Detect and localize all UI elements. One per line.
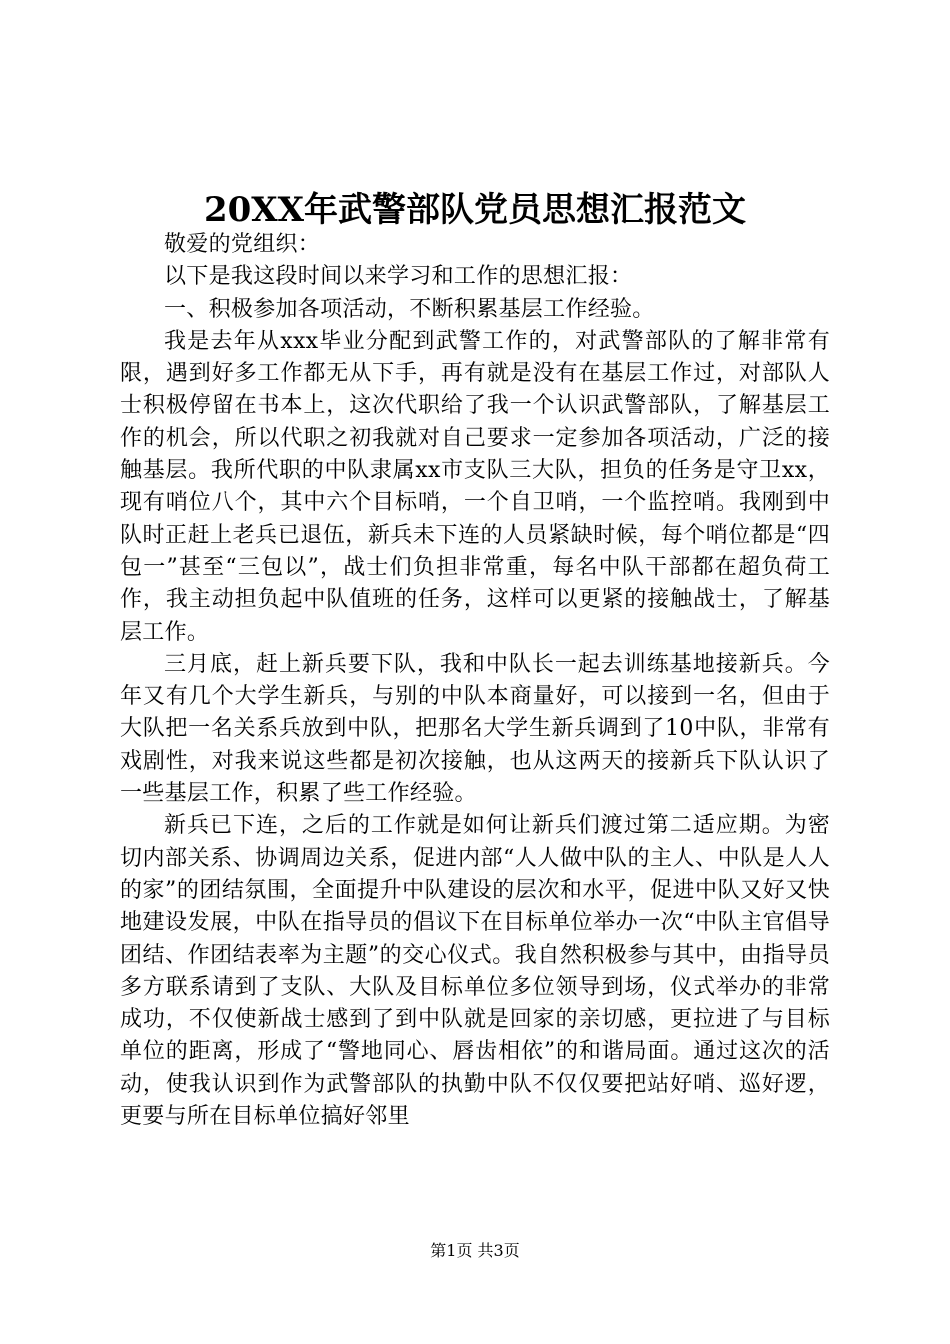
intro-paragraph: 以下是我这段时间以来学习和工作的思想汇报： [164,264,633,290]
body-paragraph-1: 我是去年从xxx毕业分配到武警工作的，对武警部队的了解非常有限，遇到好多工作都无从下手，再有就是没有在基层工作过，对部队人士积极停留在书本上，这次代职给了我一个认识武警部队，了解基层工作的机会，所以代职之初我就对自己要求一定参加各项活动，广泛的接触基层。我所代职的中队隶属xx市支队三大队，担负的任务是守卫xx，现有哨位八个，其中六个目标哨，一个自卫哨，一个监控哨。我刚到中队时正赶上老兵已退伍，新兵未下连的人员紧缺时候，每个哨位都是“四包一”甚至“三包以”，战士们负担非常重，每名中队干部都在超负荷工作，我主动担负起中队值班的任务，这样可以更紧的接触战士，了解基层工作。 [120,328,830,645]
body-paragraph-3: 新兵已下连，之后的工作就是如何让新兵们渡过第二适应期。为密切内部关系、协调周边关系，促进内部“人人做中队的主人、中队是人人的家”的团结氛围，全面提升中队建设的层次和水平，促进中队又好又快地建设发展，中队在指导员的倡议下在目标单位举办一次“中队主官倡导团结、作团结表率为主题”的交心仪式。我自然积极参与其中，由指导员多方联系请到了支队、大队及目标单位多位领导到场，仪式举办的非常成功，不仅使新战士感到了到中队就是回家的亲切感，更拉进了与目标单位的距离，形成了“警地同心、唇齿相依”的和谐局面。通过这次的活动，使我认识到作为武警部队的执勤中队不仅仅要把站好哨、巡好逻，更要与所在目标单位搞好邻里 [120,813,830,1130]
document-body [120,229,830,1133]
page-footer: 第1页 共3页 [430,1241,520,1260]
document-title: 20XX年武警部队党员思想汇报范文 [203,190,747,230]
section-heading-1: 一、积极参加各项活动，不断积累基层工作经验。 [164,296,655,322]
body-paragraph-2: 三月底，赶上新兵要下队，我和中队长一起去训练基地接新兵。今年又有几个大学生新兵，与别的中队本商量好，可以接到一名，但由于大队把一名关系兵放到中队，把那名大学生新兵调到了10中队，非常有戏剧性，对我来说这些都是初次接触，也从这两天的接新兵下队认识了一些基层工作，积累了些工作经验。 [120,651,830,807]
salutation-paragraph: 敬爱的党组织： [164,232,321,257]
